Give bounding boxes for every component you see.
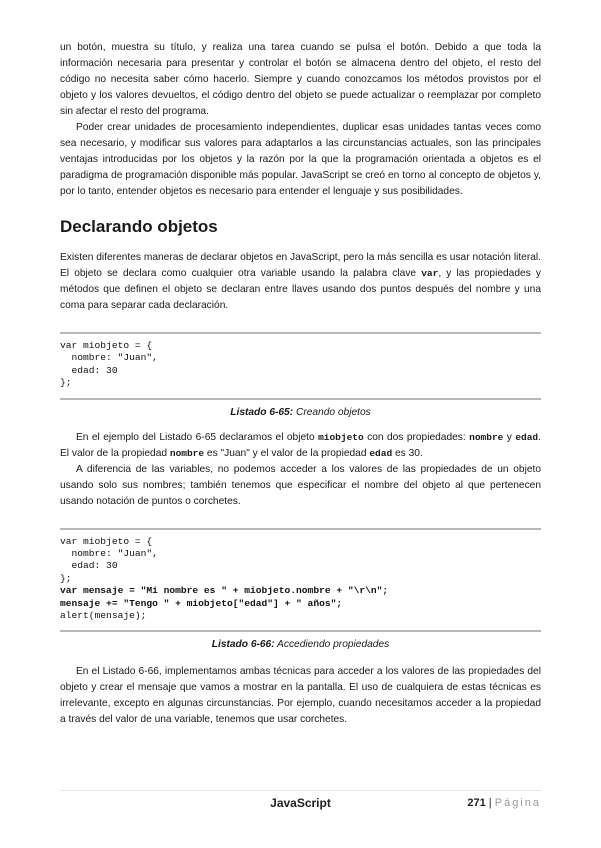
explain-paragraph-1: En el ejemplo del Listado 6-65 declaramos el objeto miobjeto con dos propiedades: nombre y edad. El valor de la propiedad nombre es "Juan" y el valor de la propiedad edad es 30.: [60, 431, 541, 459]
code-listing-6-65: [60, 332, 541, 400]
code-line: nombre: "Juan",: [60, 352, 158, 364]
closing-paragraph: En el Listado 6-66, implementamos ambas técnicas para acceder a los valores de las propiedades del objeto y crear el mensaje que vamos a mostrar en la pantalla. El uso de cualquiera de estas técnicas es irrelevante, excepto en algunas circunstancias. Por ejemplo, cuando necesitamos acceder a la propiedad a través del valor de una variable, tenemos que usar corchetes.: [60, 666, 541, 726]
listing-caption-6-66: Listado 6-66: Accediendo propiedades: [211, 639, 390, 651]
code-line: };: [60, 572, 72, 584]
code-line: var miobjeto = {: [60, 535, 153, 547]
footer-title: JavaScript: [270, 796, 331, 810]
code-line: edad: 30: [60, 560, 118, 572]
page-footer: [60, 790, 541, 817]
intro-paragraph-1: un botón, muestra su título, y realiza una tarea cuando se pulsa el botón. Debido a que toda la información necesaria para presentar y controlar el botón se almacena dentro del objeto, el resto del código no necesita saber cómo hacerlo. Siempre y cuando conozcamos los métodos provistos por el objeto y los valores devueltos, el código dentro del objeto se puede actualizar o reemplazar por completo sin afectar el resto del programa.: [60, 42, 541, 117]
section-paragraph: Existen diferentes maneras de declarar objetos en JavaScript, pero la más sencilla es usar notación literal. El objeto se declara como cualquier otra variable usando la palabra clave var, y las propiedades y métodos que definen el objeto se declaran entre llaves usando dos puntos después del nombre y una coma para separar cada declaración.: [60, 252, 541, 311]
code-line-bold: mensaje += "Tengo " + miobjeto["edad"] + " años";: [60, 597, 343, 609]
intro-paragraph-2: Poder crear unidades de procesamiento independientes, duplicar esas unidades tantas veces como sea necesario, y modificar sus valores para adaptarlos a las circunstancias actuales, son las principales ventajas introducidas por los objetos y la razón por la que la programación orientada a objetos es el paradigma de programación disponible más popular. JavaScript se creó en torno al concepto de objetos y, por lo tanto, entender objetos es necesario para entender el lenguaje y sus posibilidades.: [60, 122, 541, 197]
code-line: };: [60, 377, 72, 389]
code-line: edad: 30: [60, 364, 118, 376]
code-line: alert(mensaje);: [60, 610, 147, 622]
code-listing-6-66: [60, 528, 541, 633]
section-heading: Declarando objetos: [60, 217, 218, 236]
explain-paragraph-2: A diferencia de las variables, no podemos acceder a los valores de las propiedades de un objeto usando solo sus nombres; también tenemos que especificar el nombre del objeto al que pertenecen usando notación de puntos o corchetes.: [60, 463, 541, 507]
code-line: var miobjeto = {: [60, 340, 153, 351]
code-line-bold: var mensaje = "Mi nombre es " + miobjeto.nombre + "\r\n";: [60, 585, 389, 597]
footer-page-number: 271 | Página: [467, 797, 541, 809]
listing-caption-6-65: Listado 6-65: Creando objetos: [230, 406, 371, 418]
code-line: nombre: "Juan",: [60, 548, 158, 560]
inline-code-var: var: [421, 268, 439, 279]
page-content: [60, 40, 541, 728]
